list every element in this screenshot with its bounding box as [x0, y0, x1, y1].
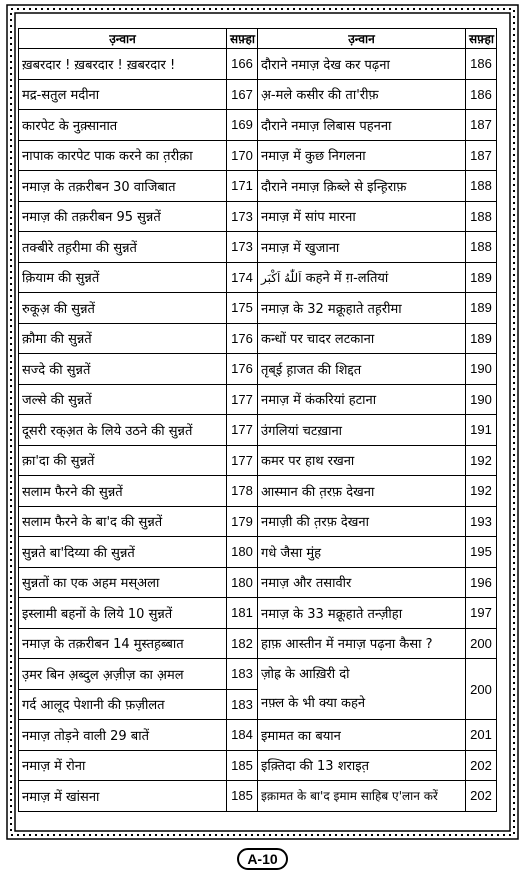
table-row — [19, 201, 497, 232]
entry-page: 189 — [466, 262, 497, 293]
entry-title[interactable]: दौराने नमाज़ लिबास पहनना — [258, 110, 466, 141]
entry-page: 200 — [466, 659, 497, 720]
right-page-header: सफ़्हा — [466, 29, 497, 49]
entry-title[interactable]: नमाज़ में सांप मारना — [258, 201, 466, 232]
entry-title[interactable]: नमाज़ी की त़रफ़ देखना — [258, 506, 466, 537]
entry-title[interactable]: रुकूअ़ की सुन्नतें — [19, 293, 227, 324]
entry-page: 170 — [227, 140, 258, 171]
table-row — [19, 171, 497, 202]
entry-page: 183 — [227, 659, 258, 690]
entry-title[interactable]: कारपेट के नुक़्सानात — [19, 110, 227, 141]
entry-page: 180 — [227, 537, 258, 568]
entry-title[interactable]: नमाज़ के 33 मक्रूहाते तन्ज़ीहा — [258, 598, 466, 629]
entry-title-with-arabic[interactable] — [258, 262, 466, 293]
entry-title[interactable]: गधे जैसा मुंह — [258, 537, 466, 568]
entry-page: 192 — [466, 476, 497, 507]
entry-title[interactable]: इस्लामी बहनों के लिये 10 सुन्नतें — [19, 598, 227, 629]
entry-page: 166 — [227, 49, 258, 80]
entry-title[interactable]: अ़-मले कसीर की ता'रीफ़ — [258, 79, 466, 110]
entry-title[interactable]: दूसरी रक्अ़त के लिये उठने की सुन्नतें — [19, 415, 227, 446]
entry-title[interactable]: इमामत का बयान — [258, 720, 466, 751]
entry-title[interactable]: नापाक कारपेट पाक करने का त़रीक़ा — [19, 140, 227, 171]
entry-title[interactable]: नमाज़ के 32 मक्रूहाते तह़रीमा — [258, 293, 466, 324]
entry-page: 173 — [227, 201, 258, 232]
table-row — [19, 415, 497, 446]
entry-page: 178 — [227, 476, 258, 507]
table-row — [19, 598, 497, 629]
table-row — [19, 110, 497, 141]
entry-page: 186 — [466, 49, 497, 80]
entry-title-line-2: नफ़्ल के भी क्या कहने — [261, 696, 366, 711]
entry-title-line-1: ज़ोह्र के आख़िरी दो — [261, 667, 350, 682]
entry-page: 188 — [466, 201, 497, 232]
page-footer — [0, 848, 525, 870]
entry-page: 174 — [227, 262, 258, 293]
entry-page: 175 — [227, 293, 258, 324]
entry-page: 189 — [466, 293, 497, 324]
entry-title[interactable]: नमाज़ में रोना — [19, 750, 227, 781]
table-row — [19, 567, 497, 598]
entry-page: 185 — [227, 750, 258, 781]
entry-title[interactable]: क़ियाम की सुन्नतें — [19, 262, 227, 293]
table-row — [19, 781, 497, 812]
entry-title[interactable]: नमाज़ के तक़रीबन 30 वाजिबात — [19, 171, 227, 202]
entry-page: 193 — [466, 506, 497, 537]
entry-page: 197 — [466, 598, 497, 629]
right-title-header: उ़न्वान — [258, 29, 466, 49]
table-row — [19, 49, 497, 80]
entry-page: 176 — [227, 323, 258, 354]
entry-title[interactable]: सज्दे की सुन्नतें — [19, 354, 227, 385]
table-row — [19, 445, 497, 476]
entry-page: 173 — [227, 232, 258, 263]
entry-title[interactable]: नमाज़ और तसावीर — [258, 567, 466, 598]
entry-page: 177 — [227, 415, 258, 446]
entry-page: 181 — [227, 598, 258, 629]
entry-page: 191 — [466, 415, 497, 446]
entry-title[interactable]: ख़बरदार ! ख़बरदार ! ख़बरदार ! — [19, 49, 227, 80]
entry-title[interactable]: नमाज़ के तक़रीबन 14 मुस्तह़ब्बात — [19, 628, 227, 659]
left-page-header: सफ़्हा — [227, 29, 258, 49]
entry-page: 180 — [227, 567, 258, 598]
entry-page: 176 — [227, 354, 258, 385]
entry-page: 186 — [466, 79, 497, 110]
table-row — [19, 323, 497, 354]
entry-title[interactable]: क़ौमा की सुन्नतें — [19, 323, 227, 354]
table-row — [19, 293, 497, 324]
entry-page: 190 — [466, 384, 497, 415]
entry-page: 200 — [466, 628, 497, 659]
table-row — [19, 628, 497, 659]
entry-page: 184 — [227, 720, 258, 751]
entry-title[interactable]: इक़ामत के बा'द इमाम साहिब ए'लान करें — [258, 781, 466, 812]
entry-title[interactable]: नमाज़ तोड़ने वाली 29 बातें — [19, 720, 227, 751]
entry-page: 171 — [227, 171, 258, 202]
entry-page: 188 — [466, 171, 497, 202]
arabic-calligraphy: اَللّٰهُ اَكْبَر — [261, 271, 302, 286]
entry-title[interactable]: तृब्ई ह़ाजत की शिद्दत — [258, 354, 466, 385]
entry-title[interactable]: क़ा'दा की सुन्नतें — [19, 445, 227, 476]
entry-title[interactable]: गर्द आलूद पेशानी की फ़ज़ीलत — [19, 689, 227, 720]
entry-title[interactable]: हाफ़ आस्तीन में नमाज़ पढ़ना कैसा ? — [258, 628, 466, 659]
entry-title[interactable]: इक़्तिदा की 13 शराइत़ — [258, 750, 466, 781]
entry-title[interactable]: नमाज़ में खांसना — [19, 781, 227, 812]
entry-page: 202 — [466, 781, 497, 812]
entry-title[interactable]: नमाज़ में खुजाना — [258, 232, 466, 263]
left-title-header: उ़न्वान — [19, 29, 227, 49]
entry-title[interactable]: कन्धों पर चादर लटकाना — [258, 323, 466, 354]
entry-page: 189 — [466, 323, 497, 354]
table-row — [19, 476, 497, 507]
entry-title[interactable]: सुन्नतों का एक अहम मस्अला — [19, 567, 227, 598]
entry-page: 196 — [466, 567, 497, 598]
entry-title[interactable]: उंगलियां चटख़ाना — [258, 415, 466, 446]
entry-page: 169 — [227, 110, 258, 141]
entry-title[interactable]: कमर पर हाथ रखना — [258, 445, 466, 476]
table-row — [19, 720, 497, 751]
entry-title[interactable]: नमाज़ में कंकरियां हटाना — [258, 384, 466, 415]
entry-title[interactable]: सलाम फैरने के बा'द की सुन्नतें — [19, 506, 227, 537]
table-row — [19, 506, 497, 537]
entry-page: 167 — [227, 79, 258, 110]
entry-page: 187 — [466, 110, 497, 141]
table-of-contents — [18, 28, 497, 812]
entry-page: 195 — [466, 537, 497, 568]
entry-title[interactable]: आस्मान की त़रफ़ देखना — [258, 476, 466, 507]
entry-page: 177 — [227, 445, 258, 476]
page-number-badge: A-10 — [237, 848, 287, 870]
entry-title[interactable]: दौराने नमाज़ क़िब्ले से इन्ह़िराफ़ — [258, 171, 466, 202]
table-row — [19, 384, 497, 415]
table-row — [19, 537, 497, 568]
entry-page: 185 — [227, 781, 258, 812]
entry-title[interactable]: उ़मर बिन अ़ब्दुल अ़ज़ीज़ का अ़मल — [19, 659, 227, 690]
entry-page: 187 — [466, 140, 497, 171]
entry-page: 183 — [227, 689, 258, 720]
entry-title[interactable]: सलाम फैरने की सुन्नतें — [19, 476, 227, 507]
entry-page: 182 — [227, 628, 258, 659]
toc-header-row — [19, 29, 497, 49]
table-row — [19, 750, 497, 781]
entry-page: 192 — [466, 445, 497, 476]
table-row — [19, 140, 497, 171]
entry-title-text: कहने में ग़-लतियां — [305, 271, 389, 287]
entry-page: 190 — [466, 354, 497, 385]
table-row — [19, 232, 497, 263]
table-row — [19, 262, 497, 293]
entry-title[interactable]: सुन्नते बा'दिय्या की सुन्नतें — [19, 537, 227, 568]
table-row — [19, 354, 497, 385]
entry-page: 202 — [466, 750, 497, 781]
entry-title[interactable]: मद्र-सतुल मदीना — [19, 79, 227, 110]
entry-page: 188 — [466, 232, 497, 263]
entry-title[interactable]: नमाज़ में कुछ निगलना — [258, 140, 466, 171]
entry-title[interactable]: तक्बीरे तह़रीमा की सुन्नतें — [19, 232, 227, 263]
entry-page: 177 — [227, 384, 258, 415]
entry-title-two-line[interactable] — [258, 659, 466, 720]
entry-title[interactable]: जल्से की सुन्नतें — [19, 384, 227, 415]
table-row — [19, 659, 497, 690]
entry-title[interactable]: नमाज़ की तक़रीबन 95 सुन्नतें — [19, 201, 227, 232]
entry-page: 201 — [466, 720, 497, 751]
entry-title[interactable]: दौराने नमाज़ देख कर पढ़ना — [258, 49, 466, 80]
entry-page: 179 — [227, 506, 258, 537]
table-row — [19, 79, 497, 110]
